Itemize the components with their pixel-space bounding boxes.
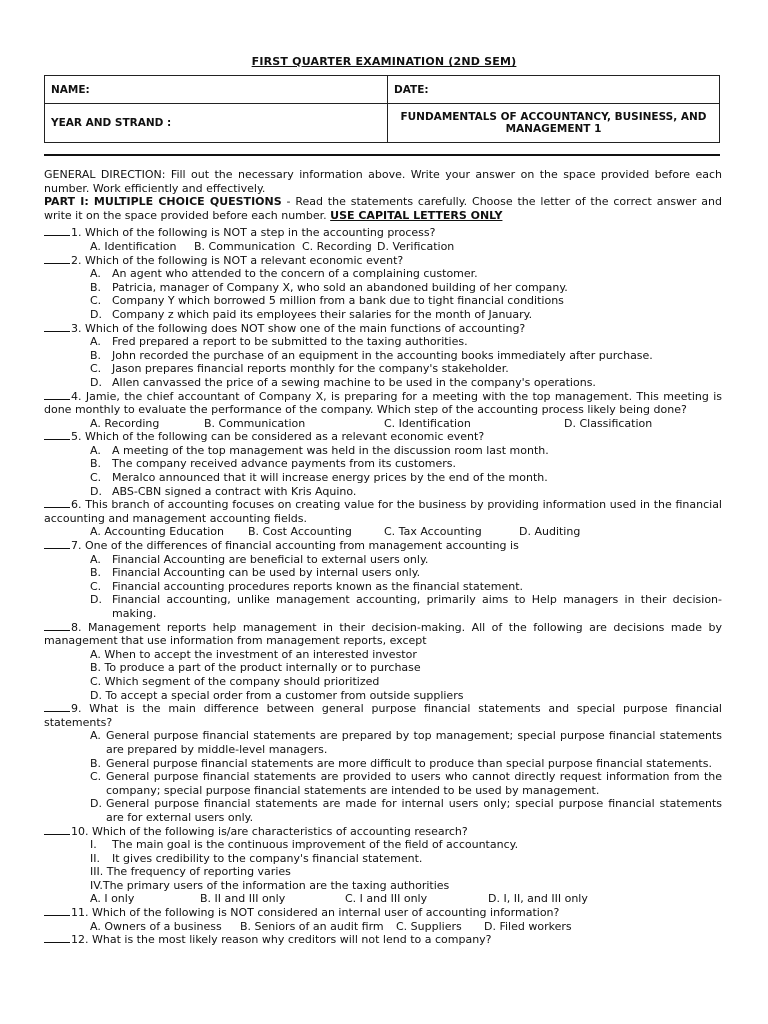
year-strand-cell[interactable] [45,104,388,143]
question-2: 2. Which of the following is NOT a relevant economic event? [44,254,722,268]
question-10: 10. Which of the following is/are characteristics of accounting research? [44,825,722,839]
q7-option-d: D. Financial accounting, unlike management accounting, primarily aims to Help managers in their decision-making. [90,593,722,620]
q2-option-d: D. Company z which paid its employees their salaries for the month of January. [90,307,533,321]
q8-option-a: A. When to accept the investment of an interested investor [90,647,417,661]
q5-option-b: B. The company received advance payments from its customers. [90,457,457,471]
q1-options: A. Identification B. Communication C. Recording D. Verification [90,239,455,253]
question-6: 6. This branch of accounting focuses on creating value for the business by providing information used in the financial accounting and management accounting fields. [44,498,722,525]
student-info-table [44,75,720,143]
answer-blank[interactable] [44,539,70,549]
question-12: 12. What is the most likely reason why creditors will not lend to a company? [44,933,722,947]
q9-option-a: A. General purpose financial statements are prepared by top management; special purpose financial statements are prepared by middle-level managers. [90,729,722,756]
q10-item-iv: IV.The primary users of the information are the taxing authorities [90,878,450,892]
q5-option-d: D. ABS-CBN signed a contract with Kris Aquino. [90,484,357,498]
q8-option-d: D. To accept a special order from a customer from outside suppliers [90,688,464,702]
question-5: 5. Which of the following can be considered as a relevant economic event? [44,430,722,444]
answer-blank[interactable] [44,322,70,332]
subject-cell [388,104,720,143]
q9-option-b: B. General purpose financial statements are more difficult to produce than special purpose financial statements. [90,756,712,770]
q10-item-i: I. The main goal is the continuous improvement of the field of accountancy. [90,838,519,852]
part-one-direction: PART I: MULTIPLE CHOICE QUESTIONS - Read the statements carefully. Choose the letter of the correct answer and write it on the space provided before each number. USE CAPITAL LETTERS ONLY [44,195,722,222]
question-9: 9. What is the main difference between general purpose financial statements and special purpose financial statements? [44,702,722,729]
answer-blank[interactable] [44,498,70,508]
answer-blank[interactable] [44,906,70,916]
question-1: 1. Which of the following is NOT a step in the accounting process? [44,226,722,240]
date-label: DATE: [394,83,429,96]
q5-option-c: C. Meralco announced that it will increase energy prices by the end of the month. [90,471,548,485]
q3-option-c: C. Jason prepares financial reports monthly for the company's stakeholder. [90,362,509,376]
q3-option-a: A. Fred prepared a report to be submitted to the taxing authorities. [90,335,468,349]
answer-blank[interactable] [44,621,70,631]
exam-content [44,168,722,947]
q6-options: A. Accounting Education B. Cost Accounting C. Tax Accounting D. Auditing [90,525,581,539]
q8-option-b: B. To produce a part of the product internally or to purchase [90,661,421,675]
exam-title: FIRST QUARTER EXAMINATION (2ND SEM) [251,55,517,68]
name-label: NAME: [51,83,90,96]
q2-option-b: B. Patricia, manager of Company X, who sold an abandoned building of her company. [90,280,568,294]
year-strand-label: YEAR AND STRAND : [51,117,172,129]
q9-option-d: D. General purpose financial statements are made for internal users only; special purpose financial statements are for external users only. [90,797,722,824]
general-direction: GENERAL DIRECTION: Fill out the necessary information above. Write your answer on the space provided before each number. Work efficiently and effectively. [44,168,722,195]
q3-option-d: D. Allen canvassed the price of a sewing machine to be used in the company's operations. [90,375,596,389]
subject-name: FUNDAMENTALS OF ACCOUNTANCY, BUSINESS, AND MANAGEMENT 1 [400,111,707,135]
q3-option-b: B. John recorded the purchase of an equipment in the accounting books immediately after purchase. [90,348,653,362]
q10-options: A. I only B. II and III only C. I and III only D. I, II, and III only [90,892,588,906]
question-11: 11. Which of the following is NOT considered an internal user of accounting information? [44,906,722,920]
question-7: 7. One of the differences of financial accounting from management accounting is [44,539,722,553]
q10-item-iii: III. The frequency of reporting varies [90,865,291,879]
q11-options: A. Owners of a business B. Seniors of an audit firm C. Suppliers D. Filed workers [90,919,572,933]
answer-blank[interactable] [44,254,70,264]
question-3: 3. Which of the following does NOT show one of the main functions of accounting? [44,322,722,336]
q2-option-c: C. Company Y which borrowed 5 million from a bank due to tight financial conditions [90,294,564,308]
question-4: 4. Jamie, the chief accountant of Company X, is preparing for a meeting with the top management. This meeting is done monthly to evaluate the performance of the company. Which step of the accounting process likely being done? [44,389,722,417]
answer-blank[interactable] [44,933,70,943]
name-cell[interactable] [45,76,388,104]
q4-options: A. Recording B. Communication C. Identification D. Classification [90,416,653,430]
answer-blank[interactable] [44,226,70,236]
answer-blank[interactable] [44,430,70,440]
q7-option-c: C. Financial accounting procedures reports known as the financial statement. [90,579,524,593]
capital-letters-note: USE CAPITAL LETTERS ONLY [330,208,503,222]
part-label: PART I: MULTIPLE CHOICE QUESTIONS [44,195,282,209]
header-divider [44,154,720,156]
q5-option-a: A. A meeting of the top management was held in the discussion room last month. [90,443,549,457]
answer-blank[interactable] [44,390,70,400]
q8-option-c: C. Which segment of the company should prioritized [90,674,380,688]
q9-option-c: C. General purpose financial statements are provided to users who cannot directly request information from the company; special purpose financial statements are intended to be used by management. [90,770,722,797]
answer-blank[interactable] [44,825,70,835]
question-8: 8. Management reports help management in their decision-making. All of the following are decisions made by management that use information from management reports, except [44,620,722,648]
answer-blank[interactable] [44,702,70,712]
q2-option-a: A. An agent who attended to the concern of a complaining customer. [90,267,478,281]
date-cell[interactable] [388,76,720,104]
q10-item-ii: II. It gives credibility to the company's financial statement. [90,851,423,865]
q7-option-b: B. Financial Accounting can be used by internal users only. [90,566,421,580]
q7-option-a: A. Financial Accounting are beneficial to external users only. [90,552,429,566]
